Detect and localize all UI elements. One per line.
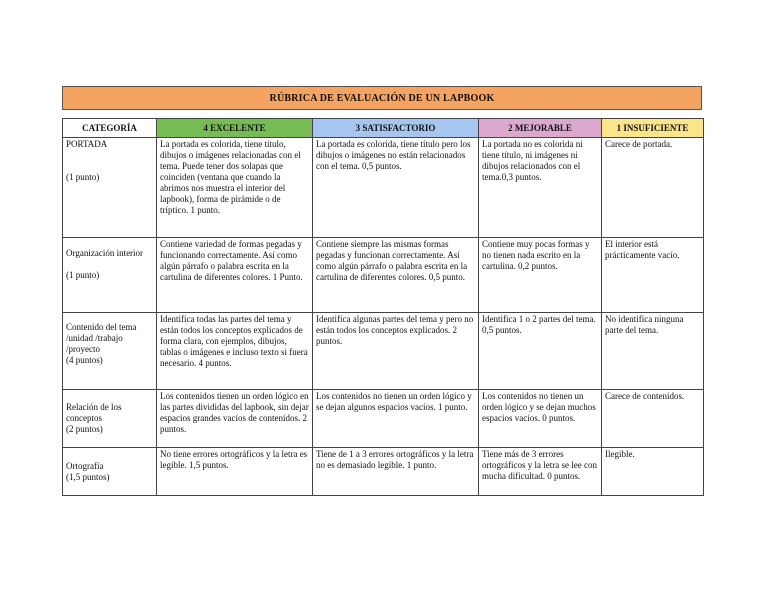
cell-level-1: Carece de portada.: [602, 138, 704, 238]
cell-level-1: El interior está prácticamente vacío.: [602, 238, 704, 313]
cell-level-3: La portada es colorida, tiene título pero los dibujos o imágenes no están relacionados con el tema. 0,5 puntos.: [313, 138, 479, 238]
cell-level-4: La portada es colorida, tiene título, dibujos o imágenes relacionadas con el tema. Puede tener dos solapas que coinciden (ventana que cuando la abrimos nos muestra el interior del lapbook), forma de pirámide o de tríptico. 1 punto.: [157, 138, 313, 238]
row-category: [63, 238, 157, 313]
rubric-table: [62, 118, 704, 496]
table-row: [63, 448, 704, 496]
header-row: [63, 119, 704, 138]
category-points: (1 punto): [66, 172, 100, 182]
category-name: Contenido del tema /unidad /trabajo /proyecto: [66, 322, 137, 354]
category-points: (2 puntos): [66, 424, 103, 434]
table-row: [63, 238, 704, 313]
table-row: [63, 390, 704, 448]
header-category: CATEGORÍA: [63, 119, 157, 138]
cell-level-2: Identifica 1 o 2 partes del tema. 0,5 puntos.: [479, 313, 602, 390]
category-name: PORTADA: [66, 139, 108, 149]
cell-level-1: Ilegible.: [602, 448, 704, 496]
header-level-1: 1 INSUFICIENTE: [602, 119, 704, 138]
cell-level-3: Contiene siempre las mismas formas pegadas y funcionan correctamente. Así como algún párrafo o palabra escrita en la cartulina de diferentes colores. 0,5 punto.: [313, 238, 479, 313]
table-row: [63, 138, 704, 238]
category-points: (4 puntos): [66, 355, 103, 365]
row-category: [63, 313, 157, 390]
cell-level-3: Los contenidos no tienen un orden lógico y se dejan algunos espacios vacíos. 1 punto.: [313, 390, 479, 448]
category-points: (1,5 puntos): [66, 471, 110, 482]
row-category: [63, 390, 157, 448]
cell-level-3: Tiene de 1 a 3 errores ortográficos y la letra no es demasiado legible. 1 punto.: [313, 448, 479, 496]
rubric-title: RÚBRICA DE EVALUACIÓN DE UN LAPBOOK: [62, 86, 702, 110]
cell-level-2: Contiene muy pocas formas y no tienen nada escrito en la cartulina. 0,2 puntos.: [479, 238, 602, 313]
cell-level-2: La portada no es colorida ni tiene título, ni imágenes ni dibujos relacionados con el tema.0,3 puntos.: [479, 138, 602, 238]
header-level-2: 2 MEJORABLE: [479, 119, 602, 138]
category-name: Organización interior: [66, 248, 144, 258]
cell-level-4: Los contenidos tienen un orden lógico en las partes divididas del lapbook, sin dejar espacios grandes vacíos de contenidos. 2 puntos.: [157, 390, 313, 448]
row-category: [63, 448, 157, 496]
header-level-4: 4 EXCELENTE: [157, 119, 313, 138]
cell-level-2: Tiene más de 3 errores ortográficos y la letra se lee con mucha dificultad. 0 puntos.: [479, 448, 602, 496]
cell-level-2: Los contenidos no tienen un orden lógico y se dejan muchos espacios vacíos. 0 puntos.: [479, 390, 602, 448]
cell-level-1: Carece de contenidos.: [602, 390, 704, 448]
cell-level-3: Identifica algunas partes del tema y pero no están todos los conceptos explicados. 2 puntos.: [313, 313, 479, 390]
cell-level-4: Contiene variedad de formas pegadas y funcionando correctamente. Así como algún párrafo o palabra escrita en la cartulina de diferentes colores. 1 Punto.: [157, 238, 313, 313]
cell-level-4: Identifica todas las partes del tema y están todos los conceptos explicados de forma clara, con ejemplos, dibujos, tablas o imágenes e incluso texto si fuera necesario. 4 puntos.: [157, 313, 313, 390]
category-name: Ortografía: [66, 460, 104, 471]
category-name: Relación de los conceptos: [66, 402, 122, 423]
cell-level-4: No tiene errores ortográficos y la letra es legible. 1,5 puntos.: [157, 448, 313, 496]
cell-level-1: No identifica ninguna parte del tema.: [602, 313, 704, 390]
table-row: [63, 313, 704, 390]
category-points: (1 punto): [66, 270, 100, 280]
row-category: [63, 138, 157, 238]
header-level-3: 3 SATISFACTORIO: [313, 119, 479, 138]
